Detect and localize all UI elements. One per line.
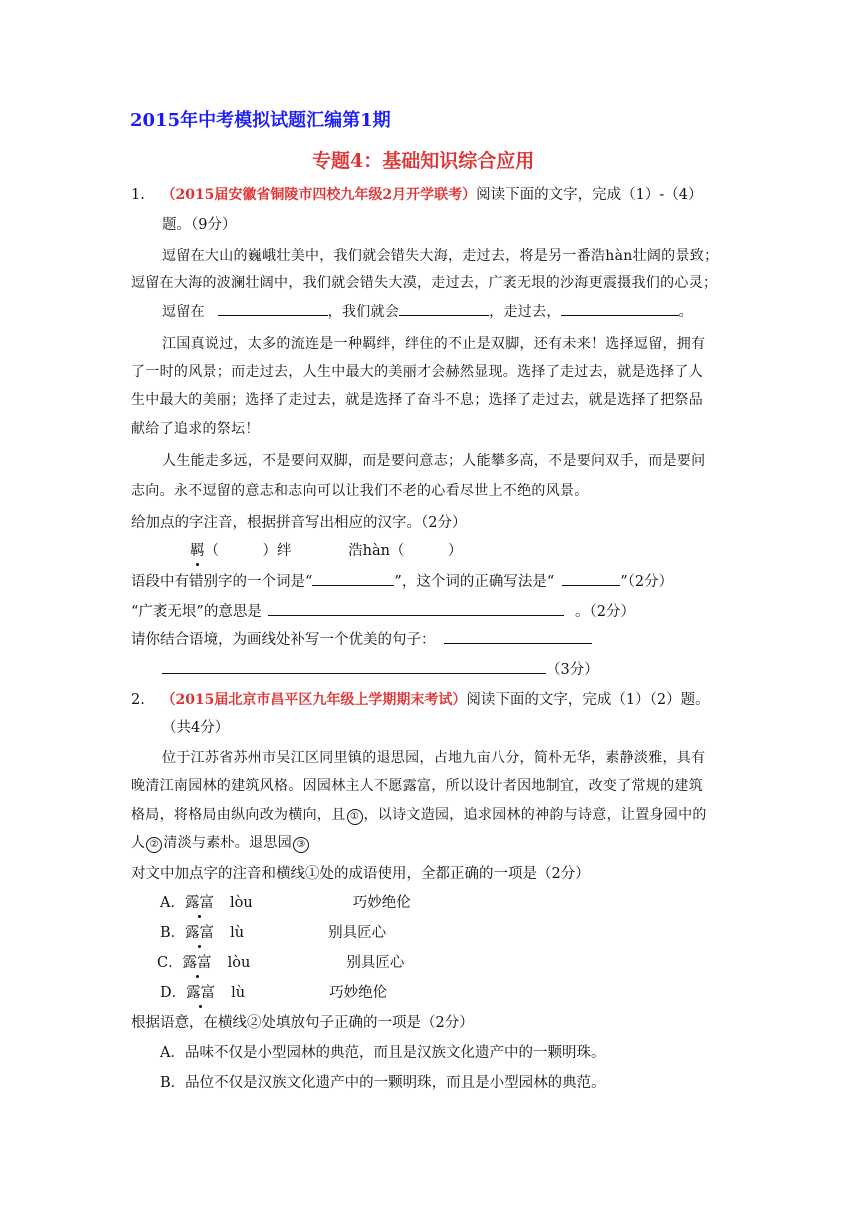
question-text: ”（2分） [620, 574, 674, 590]
option-label: D． [160, 985, 187, 1001]
passage-text: 清淡与素朴。退思园 [163, 835, 293, 851]
passage-line: 位于江苏省苏州市吴江区同里镇的退思园，占地九亩八分，简朴无华，素静淡雅，具有 [162, 750, 706, 766]
passage-text: 人 [131, 835, 146, 851]
option-pinyin: lù [231, 985, 246, 1001]
passage-line: 人生能走多远，不是要问双脚，而是要问意志；人能攀多高，不是要问双手，而是要问 [162, 453, 706, 469]
question-intro-continued: 题。（9分） [162, 217, 237, 233]
option-label: A． [160, 895, 185, 911]
passage-fill-line [162, 301, 693, 321]
sub-question-4 [131, 628, 592, 649]
option-a[interactable] [160, 1041, 605, 1062]
question-text: ”，这个词的正确写法是“ [394, 574, 555, 590]
option-text: 品位不仅是汉族文化遗产中的一颗明珠，而且是小型园林的典范。 [185, 1075, 606, 1091]
option-idiom: 巧妙绝伦 [352, 895, 411, 911]
question-intro-continued: （共4分） [162, 720, 230, 736]
sub-question-1: 给加点的字注音，根据拼音写出相应的汉字。（2分） [131, 515, 467, 531]
option-idiom: 别具匠心 [346, 955, 405, 971]
passage-line: 献给了追求的祭坛！ [131, 421, 260, 437]
question-intro: 阅读下面的文字，完成（1）-（4） [476, 187, 703, 203]
answer-blank[interactable] [312, 571, 394, 586]
question-text: 语段中有错别字的一个词是“ [131, 574, 313, 590]
option-a[interactable] [160, 891, 411, 912]
answer-blank[interactable] [399, 301, 489, 316]
document-title: 2015年中考模拟试题汇编第1期 [130, 110, 391, 131]
answer-blank[interactable] [162, 659, 546, 674]
answer-blank[interactable] [561, 301, 679, 316]
answer-blank[interactable] [268, 601, 564, 616]
passage-line: 逗留在大山的巍峨壮美中，我们就会错失大海，走过去，将是另一番浩hàn壮阔的景致； [162, 248, 719, 264]
answer-blank-paren[interactable]: 浩hàn（ ） [348, 543, 463, 559]
sub-question-2: 根据语意，在横线②处填放句子正确的一项是（2分） [131, 1015, 474, 1031]
passage-line: 了一时的风景；而走过去，人生中最大的美丽才会赫然显现。选择了走过去，就是选择了人 [131, 364, 703, 380]
option-word: 露富 [183, 951, 212, 972]
passage-line: 志向。永不逗留的意志和志向可以让我们不老的心看尽世上不绝的风景。 [131, 483, 589, 499]
option-label: A． [160, 1045, 185, 1061]
option-pinyin: lòu [227, 955, 251, 971]
blank-marker-1: ① [347, 809, 363, 825]
passage-line [131, 804, 707, 825]
passage-line: 逗留在大海的波澜壮阔中，我们就会错失大漠，走过去，广袤无垠的沙海更震摄我们的心灵； [131, 275, 718, 291]
option-b[interactable] [160, 1071, 606, 1092]
question-number: 1. [131, 187, 145, 203]
option-text: 品味不仅是小型园林的典范，而且是汉族文化遗产中的一颗明珠。 [184, 1045, 606, 1061]
option-label: B． [160, 1075, 186, 1091]
answer-blank-paren[interactable]: （ ）绊 [204, 543, 292, 559]
sub-question-1-answers [190, 539, 462, 560]
option-c[interactable] [157, 951, 404, 972]
option-idiom: 别具匠心 [328, 925, 387, 941]
option-pinyin: lù [230, 925, 245, 941]
option-b[interactable] [160, 921, 386, 942]
option-label: B． [160, 925, 186, 941]
sub-question-3 [131, 600, 635, 621]
answer-blank[interactable] [444, 629, 592, 644]
passage-line: 晚清江南园林的建筑风格。因园林主人不愿露富，所以设计者因地制宜，改变了常规的建筑 [131, 778, 703, 794]
passage-text: 逗留在 [162, 304, 205, 320]
question-text: “广袤无垠”的意思是 [131, 604, 262, 620]
question-source: （2015届北京市昌平区九年级上学期期末考试） [161, 692, 467, 708]
question-text: （3分） [546, 662, 599, 678]
blank-marker-2: ② [146, 837, 162, 853]
option-word: 露富 [185, 921, 214, 942]
question-text: 。（2分） [575, 604, 636, 620]
passage-text: ，走过去， [489, 304, 561, 320]
passage-line: 生中最大的美丽；选择了走过去，就是选择了奋斗不息；选择了走过去，就是选择了把祭品 [131, 392, 703, 408]
option-word: 露富 [186, 981, 215, 1002]
question-text: 请你结合语境，为画线处补写一个优美的句子： [131, 632, 436, 648]
sub-question-4-continued [162, 658, 599, 679]
option-d[interactable] [160, 981, 387, 1002]
passage-text: ，以诗文造园，追求园林的神韵与诗意，让置身园中的 [363, 807, 707, 823]
blank-marker-3: ③ [293, 837, 309, 853]
dotted-character: 羁 [190, 539, 205, 560]
passage-line [131, 832, 310, 853]
passage-text: 格局，将格局由纵向改为横向，且 [131, 807, 346, 823]
option-idiom: 巧妙绝伦 [329, 985, 388, 1001]
sub-question-2 [131, 570, 673, 591]
answer-blank[interactable] [218, 301, 328, 316]
question-source: （2015届安徽省铜陵市四校九年级2月开学联考） [161, 187, 477, 203]
topic-title: 专题4：基础知识综合应用 [312, 150, 535, 172]
option-label: C． [157, 955, 183, 971]
option-word: 露富 [185, 891, 214, 912]
passage-line: 江国真说过，太多的流连是一种羁绊，绊住的不止是双脚，还有未来！选择逗留，拥有 [162, 336, 706, 352]
question-number: 2. [131, 692, 145, 708]
passage-text: 。 [678, 304, 693, 320]
question-1-header [131, 183, 703, 204]
answer-blank[interactable] [562, 571, 620, 586]
option-pinyin: lòu [229, 895, 253, 911]
question-intro: 阅读下面的文字，完成（1）（2）题。 [466, 692, 710, 708]
question-2-header [131, 688, 710, 709]
passage-text: ，我们就会 [327, 304, 400, 320]
sub-question-1: 对文中加点字的注音和横线①处的成语使用，全都正确的一项是（2分） [131, 866, 590, 882]
